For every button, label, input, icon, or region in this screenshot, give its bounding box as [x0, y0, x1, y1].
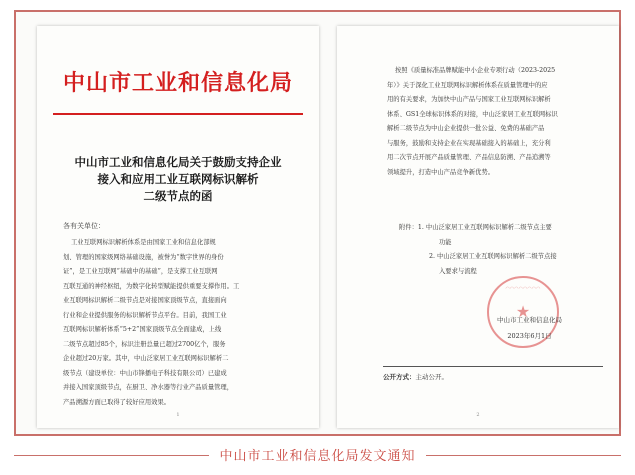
body-line: 证”，是工业互联网“基础中的基础”，是支撑工业互联网: [63, 268, 218, 275]
letter-page-1: [37, 26, 319, 428]
attachment-line: 入要求与流程: [439, 267, 477, 275]
body-line: 企业超过20万家。其中，中山泛家居工业互联网标识解析二: [63, 355, 229, 362]
body-line: 领域提升，打造中山产品竞争新优势。: [387, 168, 495, 176]
letter-page-2: [337, 26, 619, 428]
seal-ring-text: ◠◠◠◠◠◠◠◠: [505, 286, 541, 292]
body-line: 互联网标识解析体系“5+2”国家顶级节点全面建成，上线: [63, 326, 222, 333]
caption: [0, 445, 635, 464]
body-line: 解析二级节点为中山企业提供一批公益、免费的基础产品: [387, 125, 545, 132]
body-line: 行业和企业提供服务的标识解析节点平台。目前，我国工业: [63, 311, 227, 319]
publication-label: 公开方式：: [383, 373, 416, 381]
signature-block: [497, 312, 562, 344]
body-line: 用二次节点开展产品质量管理、产品信息防溯、产品追溯等: [387, 154, 551, 161]
title-line: 中山市工业和信息化局关于鼓励支持企业: [74, 155, 282, 169]
attachment-item: 2. 中山泛家居工业互联网标识解析二级节点接: [429, 253, 557, 260]
attachments-list: [399, 221, 557, 279]
body-line: 体系、GS1全球标识体系的对接，中山泛家居工业互联网标识: [387, 110, 558, 118]
body-line: 用的有关要求，为加快中山产品与国家工业互联网标识解析: [387, 96, 551, 103]
caption-bar: [0, 436, 635, 475]
letterhead-divider: [53, 113, 303, 115]
body-line: 按照《质量标准品牌赋能中小企业专项行动（2023-2025: [395, 67, 556, 74]
caption-label: 中山市工业和信息化局发文通知: [209, 449, 425, 464]
body-line: 级节点（建设单位：中山市锋播电子科技有限公司）已建成: [63, 369, 227, 377]
page-number: 1: [176, 412, 180, 418]
seal-star-icon: ★: [515, 302, 531, 321]
attachment-line: [399, 221, 557, 236]
attachment-line: 功能: [439, 238, 452, 246]
body-line: 产品溯源方面已取得了较好应用效果。: [63, 398, 171, 406]
body-line: 年）》关于深化工业互联网标识解析体系在质量管理中的应: [387, 81, 548, 89]
issue-date: 2023年6月1日: [507, 332, 552, 340]
body-line: 与服务，鼓励和支持企业在实现基础接入的基础上，充分利: [387, 139, 551, 147]
body-line: 工业互联网标识解析体系是由国家工业和信息化部规: [71, 239, 216, 246]
body-line: 业互联网标识解析二级节点是对接国家顶级节点，直接面向: [63, 297, 227, 304]
body-line: 并接入国家顶级节点，在厨卫、净水器等行业产品质量管理，: [63, 384, 234, 391]
salutation: 各有关单位：: [63, 222, 105, 230]
title-line: 接入和应用工业互联网标识解析: [97, 172, 259, 186]
issuer-name: 中山市工业和信息化局: [497, 316, 562, 324]
document-title: [49, 154, 307, 205]
letter-body-continued: [387, 64, 603, 180]
document-frame: [14, 10, 621, 436]
letter-body: [63, 236, 297, 410]
attachments-label: 附件：: [399, 224, 418, 231]
letterhead-title: 中山市工业和信息化局: [62, 71, 293, 96]
title-line: 二级节点的函: [143, 189, 213, 203]
body-line: 互联互通的神经枢纽，为数字化转型赋能提供重要支撑作用。工: [63, 282, 240, 290]
attachment-item: 1. 中山泛家居工业互联网标识解析二级节点主要: [417, 224, 552, 231]
body-line: 划、管理的国家级网络基础设施，被誉为“数字世界的身份: [63, 253, 224, 261]
page-number: 2: [476, 412, 480, 418]
publication-value: 主动公开。: [415, 373, 448, 381]
publication-note: [383, 366, 603, 381]
body-line: 二级节点超过85个，标识注册总量已超过2700亿个，服务: [63, 340, 226, 348]
